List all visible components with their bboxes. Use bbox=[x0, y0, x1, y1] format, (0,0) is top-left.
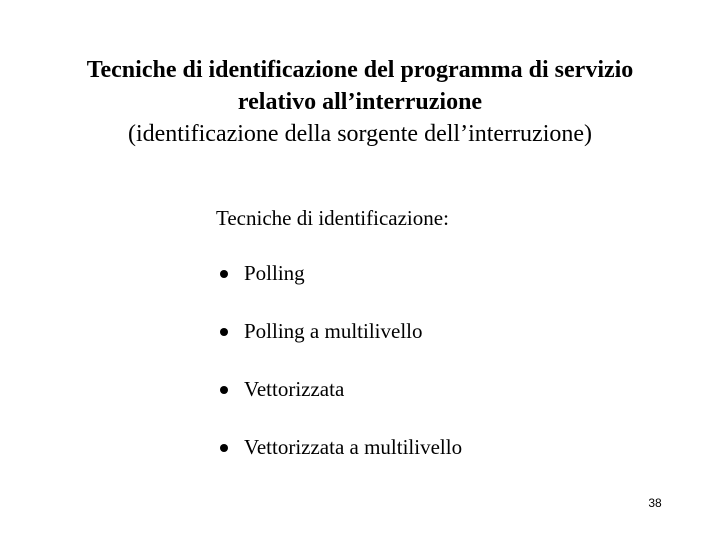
list-item bbox=[216, 317, 462, 346]
slide-title bbox=[0, 54, 720, 150]
list-item bbox=[216, 433, 462, 462]
bullet-label: Vettorizzata a multilivello bbox=[244, 435, 463, 459]
page-number: 38 bbox=[648, 496, 662, 510]
bullet-label: Polling bbox=[244, 261, 305, 285]
slide-subtitle: (identificazione della sorgente dell’interruzione) bbox=[127, 121, 592, 147]
bullet-icon bbox=[220, 270, 228, 278]
list-item bbox=[216, 259, 462, 288]
bullet-list bbox=[216, 259, 462, 462]
bullet-label: Vettorizzata bbox=[244, 377, 345, 401]
title-line-1: Tecniche di identificazione del programma di servizio bbox=[86, 57, 634, 83]
bullet-icon bbox=[220, 444, 228, 452]
list-item bbox=[216, 375, 462, 404]
bullet-icon bbox=[220, 328, 228, 336]
bullet-icon bbox=[220, 386, 228, 394]
bullet-label: Polling a multilivello bbox=[244, 319, 423, 343]
intro-text: Tecniche di identificazione: bbox=[216, 206, 449, 230]
title-line-2: relativo all’interruzione bbox=[237, 89, 483, 115]
